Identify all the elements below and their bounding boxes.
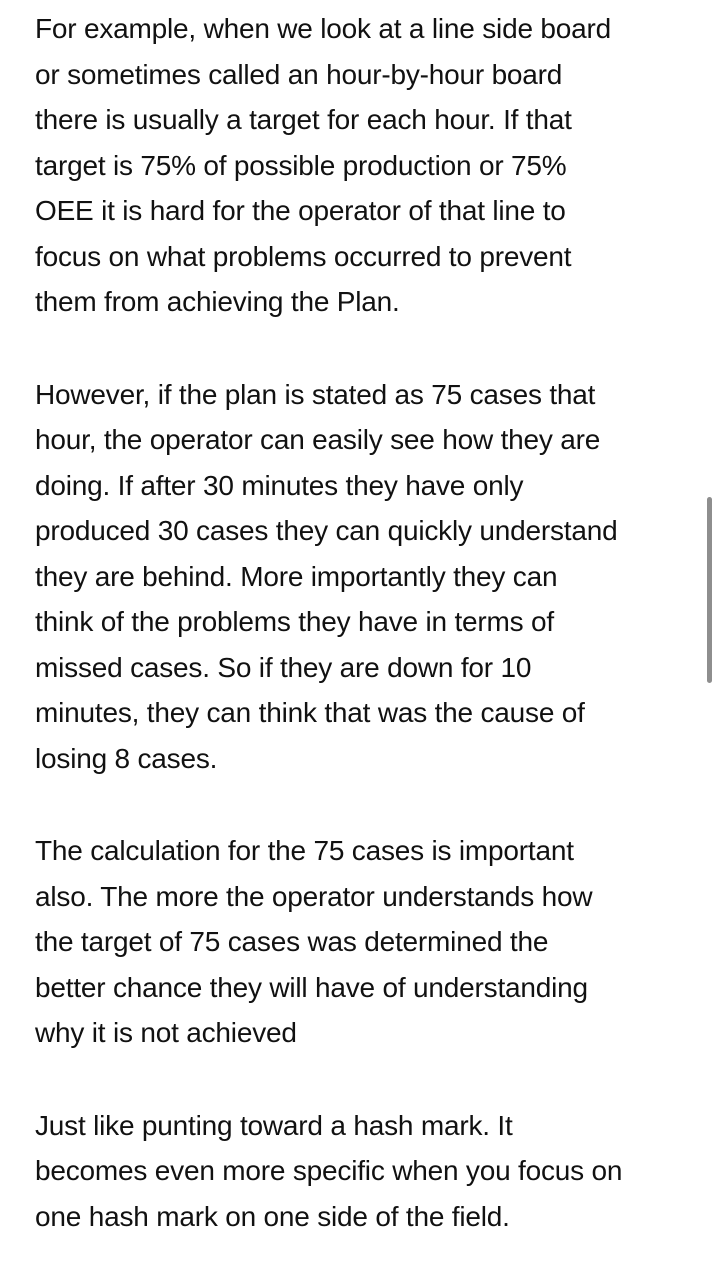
text-line: the target of 75 cases was determined the	[35, 926, 549, 957]
text-line: or sometimes called an hour-by-hour board	[35, 58, 563, 90]
text-line: losing 8 cases.	[35, 742, 218, 774]
text-line: However, if the plan is stated as 75 cases that	[35, 378, 596, 410]
text-line: also. The more the operator understands how	[35, 880, 593, 912]
paragraph-1	[35, 6, 695, 325]
text-line: minutes, they can think that was the cause of	[35, 697, 585, 728]
text-line: missed cases. So if they are down for 10	[35, 651, 532, 683]
text-line: produced 30 cases they can quickly understand	[35, 515, 618, 546]
text-line: focus on what problems occurred to prevent	[35, 240, 572, 272]
paragraph-3	[35, 828, 695, 1056]
paragraph-4	[35, 1103, 695, 1240]
text-line: them from achieving the Plan.	[35, 286, 400, 317]
text-line: For example, when we look at a line side board	[35, 13, 612, 44]
text-line: OEE it is hard for the operator of that line to	[35, 195, 566, 226]
text-line: doing. If after 30 minutes they have only	[35, 469, 524, 501]
text-line: becomes even more specific when you focus on	[35, 1155, 623, 1186]
paragraph-2	[35, 372, 695, 782]
text-line: better chance they will have of understanding	[35, 971, 588, 1003]
text-line: there is usually a target for each hour. If that	[35, 104, 572, 135]
text-line: The calculation for the 75 cases is important	[35, 835, 574, 866]
text-line: Just like punting toward a hash mark. It	[35, 1109, 513, 1141]
text-line: they are behind. More importantly they can	[35, 560, 558, 592]
text-line: target is 75% of possible production or 75%	[35, 149, 567, 181]
text-line: hour, the operator can easily see how they are	[35, 424, 601, 455]
text-line: why it is not achieved	[35, 1017, 297, 1048]
scrollbar[interactable]	[707, 497, 712, 683]
text-line: one hash mark on one side of the field.	[35, 1200, 510, 1232]
article-body	[35, 6, 695, 1286]
text-line: think of the problems they have in terms of	[35, 606, 554, 637]
